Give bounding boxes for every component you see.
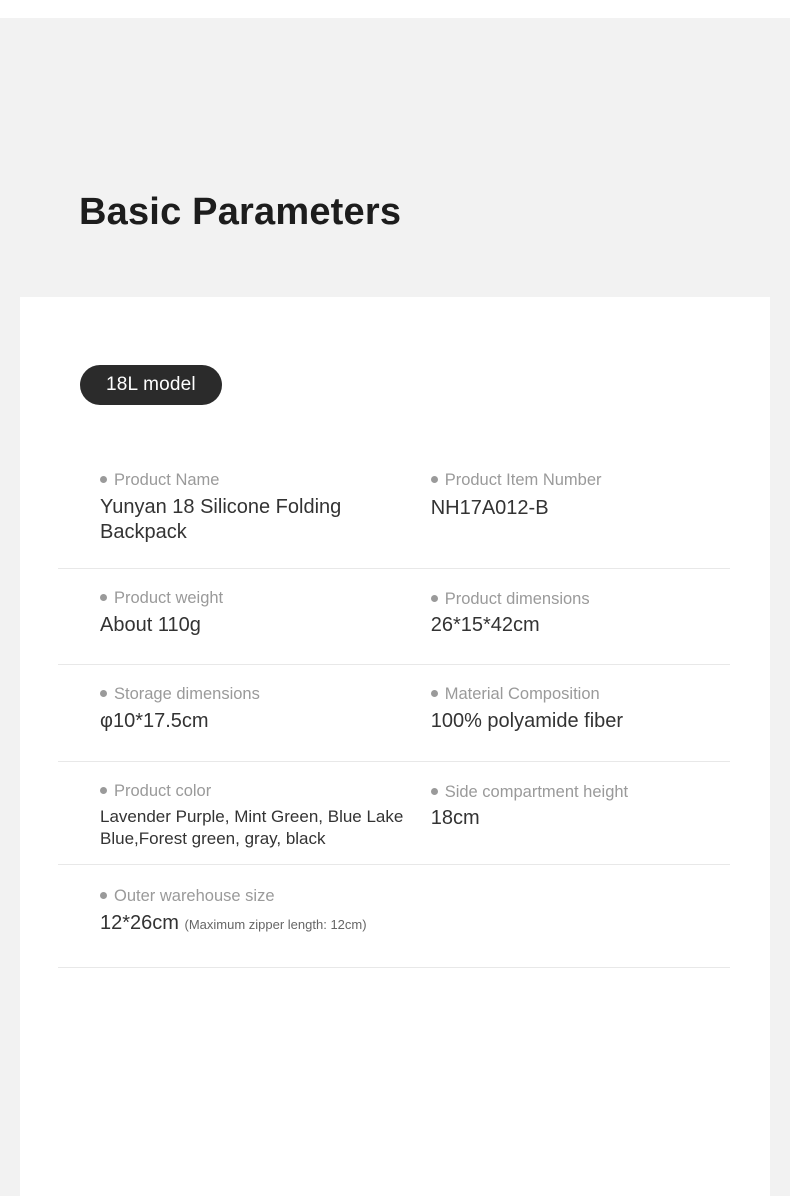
spec-label-text: Material Composition [444, 685, 600, 704]
spec-value-note: (Maximum zipper length: 12cm) [184, 917, 367, 933]
spec-cell-product-color [58, 762, 409, 865]
spec-cell-product-weight [58, 569, 409, 664]
model-badge: 18L model [80, 365, 222, 405]
spec-label-text: Product weight [114, 588, 224, 607]
bullet-icon [100, 892, 107, 899]
spec-cell-product-name [58, 457, 409, 568]
bullet-icon [100, 594, 107, 601]
spec-label-text: Product dimensions [444, 589, 590, 608]
spec-value [100, 911, 730, 937]
spec-value: About 110g [100, 613, 201, 636]
bullet-icon [431, 595, 438, 602]
spec-label [100, 589, 409, 609]
spec-label-text: Storage dimensions [114, 685, 260, 704]
spec-label-text: Product color [114, 781, 212, 800]
bullet-icon [100, 476, 107, 483]
spec-cell-storage-dimensions [58, 665, 409, 760]
spec-label [431, 590, 730, 610]
spec-label-text: Side compartment height [444, 782, 629, 801]
spec-cell-product-dimensions [409, 569, 730, 664]
spec-label-text: Product Item Number [444, 471, 602, 489]
spec-value: 18cm [430, 806, 480, 829]
spec-label [431, 471, 730, 491]
bullet-icon [431, 476, 438, 483]
bullet-icon [100, 690, 107, 697]
table-row [58, 865, 730, 967]
spec-value: φ10*17.5cm [100, 710, 209, 733]
spec-value: Yunyan 18 Silicone Folding Backpack [100, 495, 342, 544]
table-row [58, 457, 730, 569]
spec-label [431, 685, 730, 705]
spec-cell-item-number [409, 457, 730, 568]
spec-value: 26*15*42cm [430, 613, 540, 636]
spec-cell-material-composition [409, 665, 730, 760]
spec-label-text: Product Name [114, 471, 220, 489]
spec-label [100, 685, 409, 705]
table-row [58, 762, 730, 866]
top-white-strip [0, 0, 790, 18]
spec-table [20, 457, 770, 968]
spec-value-text: 12*26cm [100, 912, 179, 935]
spec-value: 100% polyamide fiber [430, 710, 624, 733]
spec-cell-outer-warehouse-size [58, 865, 730, 966]
spec-label [431, 783, 730, 803]
spec-value: Lavender Purple, Mint Green, Blue Lake Blue,Forest green, gray, black [100, 806, 404, 848]
page-title: Basic Parameters [79, 191, 402, 233]
spec-card [20, 297, 770, 1196]
spec-label [100, 782, 409, 802]
bullet-icon [431, 788, 438, 795]
bullet-icon [100, 787, 107, 794]
table-row [58, 569, 730, 665]
spec-label [100, 887, 730, 907]
table-row [58, 665, 730, 761]
spec-label-text: Outer warehouse size [114, 887, 275, 906]
spec-label [100, 471, 409, 491]
bullet-icon [431, 690, 438, 697]
spec-cell-side-compartment-height [409, 762, 730, 865]
spec-value: NH17A012-B [430, 496, 549, 519]
